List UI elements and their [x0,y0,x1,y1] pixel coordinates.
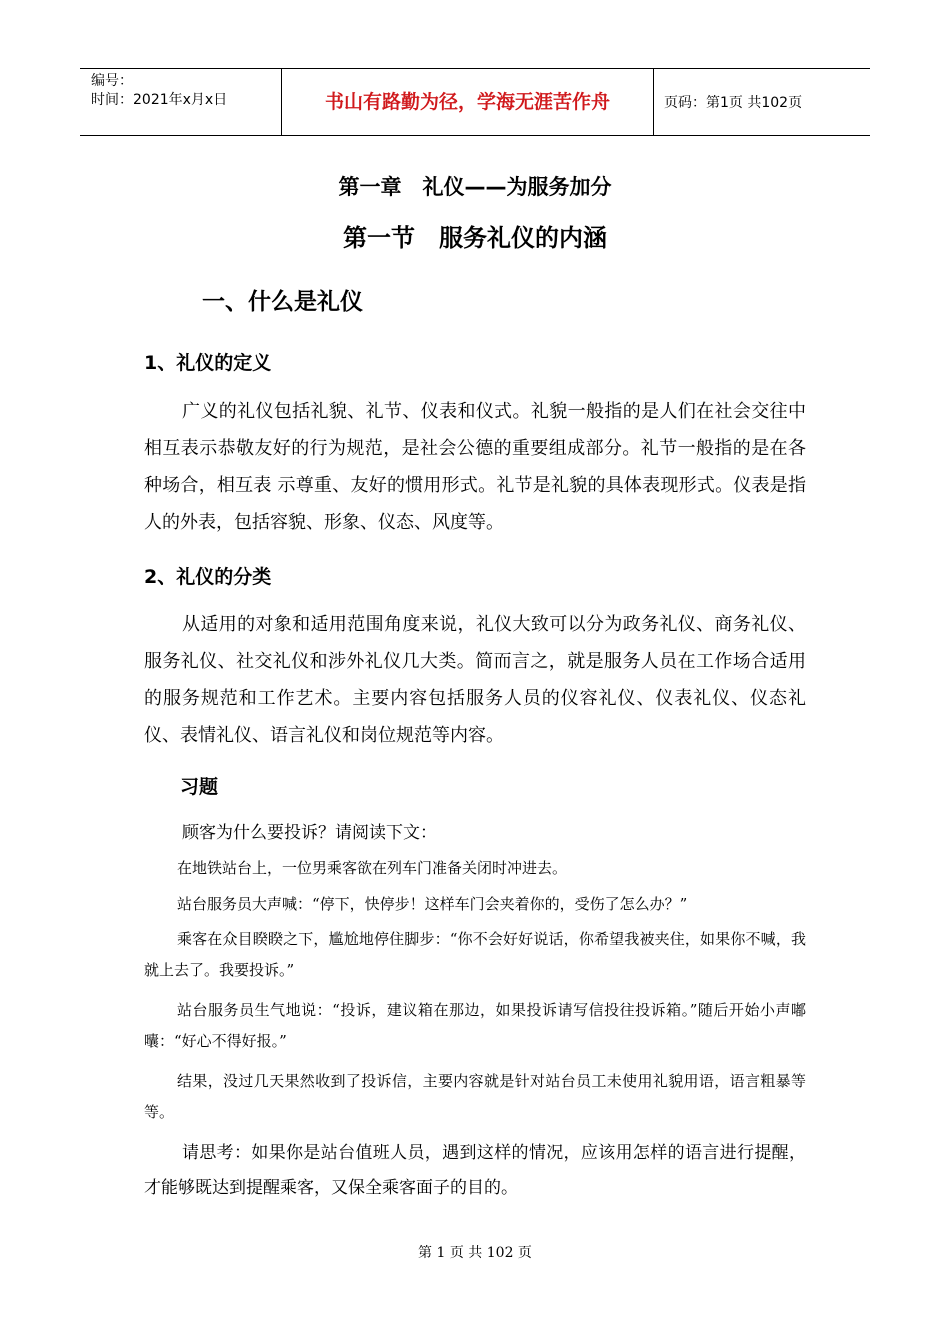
header-meta [80,69,281,135]
chapter-title: 第一章 礼仪——为服务加分 [338,175,612,199]
exercise-line: 结果，没过几天果然收到了投诉信，主要内容就是针对站台员工未使用礼貌用语，语言粗暴等等。 [144,1072,806,1121]
subheading-definition: 1、礼仪的定义 [144,352,272,374]
exercise-line: 站台服务员生气地说：“投诉，建议箱在那边，如果投诉请写信投往投诉箱。”随后开始小声嘟囔：“好心不得好报。” [144,1001,806,1050]
exercise-question: 请思考：如果你是站台值班人员，遇到这样的情况，应该用怎样的语言进行提醒，才能够既达到提醒乘客，又保全乘客面子的目的。 [144,1143,806,1198]
subheading-classification: 2、礼仪的分类 [144,566,272,588]
exercise-line: 乘客在众目睽睽之下，尴尬地停住脚步：“你不会好好说话，你希望我被夹住，如果你不喊，我就上去了。我要投诉。” [144,930,806,979]
header-motto: 书山有路勤为径，学海无涯苦作舟 [281,69,654,135]
exercise-line: 站台服务员大声喊：“停下，快停步！这样车门会夹着你的，受伤了怎么办？” [177,895,688,913]
page-header [80,68,870,136]
exercise-line: 在地铁站台上，一位男乘客欲在列车门准备关闭时冲进去。 [177,859,568,877]
heading-what-is-etiquette: 一、什么是礼仪 [202,289,363,315]
number-label: 编号： [91,73,133,89]
paragraph-classification: 从适用的对象和适用范围角度来说，礼仪大致可以分为政务礼仪、商务礼仪、服务礼仪、社交礼仪和涉外礼仪几大类。简而言之，就是服务人员在工作场合适用的服务规范和工作艺术。主要内容包括服务人员的仪容礼仪、仪表礼仪、仪态礼仪、表情礼仪、语言礼仪和岗位规范等内容。 [144,614,806,746]
exercise-title: 习题 [180,776,219,798]
paragraph-definition: 广义的礼仪包括礼貌、礼节、仪表和仪式。礼貌一般指的是人们在社会交往中相互表示恭敬友好的行为规范，是社会公德的重要组成部分。礼节一般指的是在各种场合，相互表 示尊重、友好的惯用形式。礼节是礼貌的具体表现形式。仪表是指人的外表，包括容貌、形象、仪态、风度等。 [144,401,806,533]
exercise-intro: 顾客为什么要投诉？请阅读下文： [182,823,437,843]
section-title: 第一节 服务礼仪的内涵 [343,224,607,252]
date-label: 时间：2021年x月x日 [91,92,228,108]
page-footer: 第 1 页 共 102 页 [418,1245,532,1261]
header-page-info: 页码：第1页 共102页 [664,95,803,111]
